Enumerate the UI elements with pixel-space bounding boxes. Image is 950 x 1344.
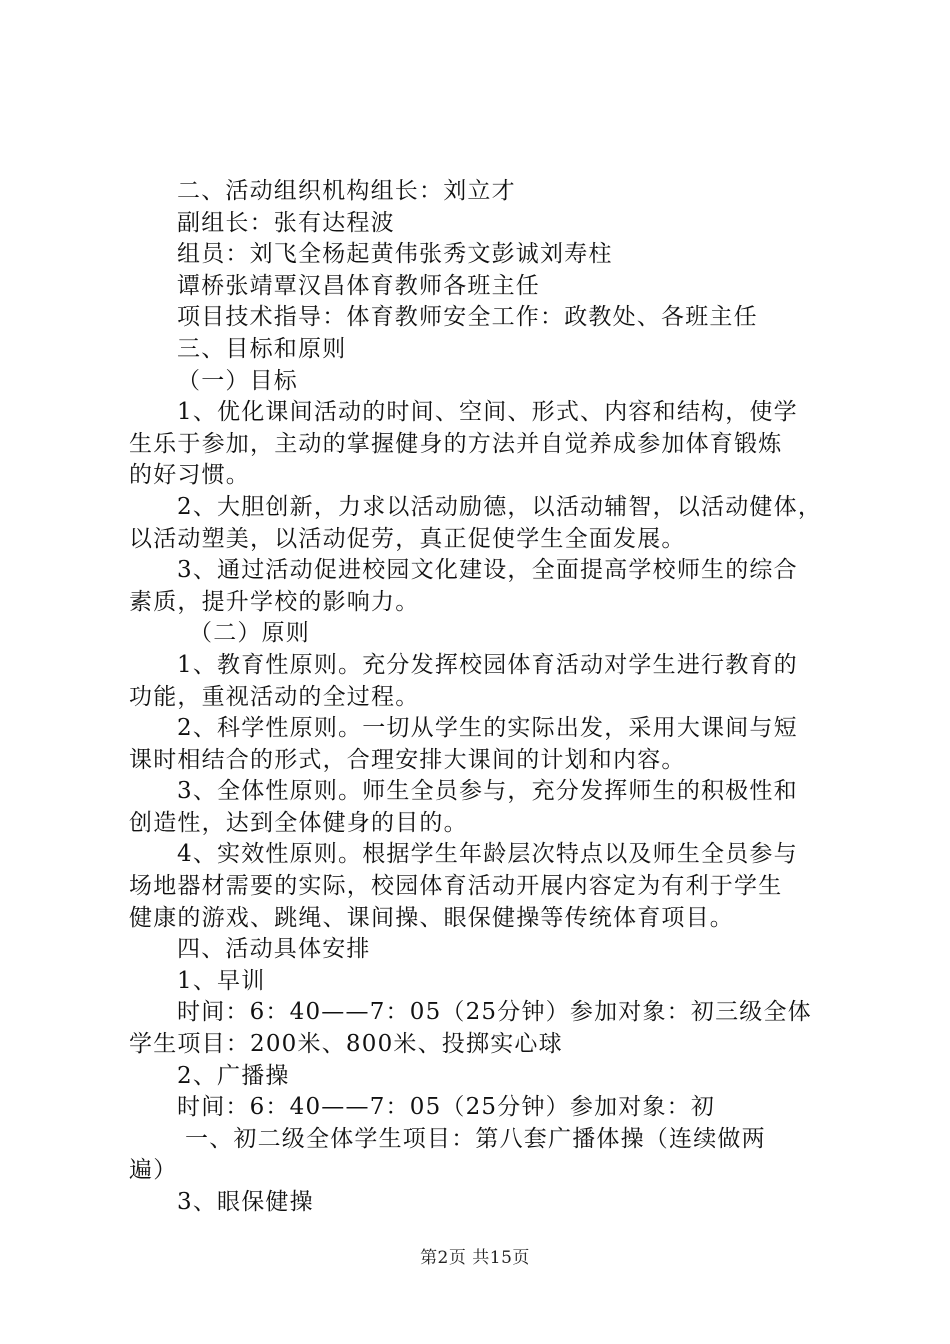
text-line: 谭桥张靖覃汉昌体育教师各班主任 bbox=[177, 272, 540, 299]
text-line: 1、早训 bbox=[177, 967, 266, 994]
text-line: 的好习惯。 bbox=[129, 462, 250, 489]
page-footer: 第2页 共15页 bbox=[420, 1248, 530, 1268]
text-line: 副组长：张有达程波 bbox=[177, 209, 395, 236]
text-line: 项目技术指导：体育教师安全工作：政教处、各班主任 bbox=[177, 304, 758, 331]
text-line: 3、全体性原则。师生全员参与，充分发挥师生的积极性和 bbox=[177, 778, 798, 805]
text-line: 健康的游戏、跳绳、课间操、眼保健操等传统体育项目。 bbox=[129, 904, 734, 931]
text-line: 学生项目：200米、800米、投掷实心球 bbox=[129, 1031, 563, 1058]
text-line: 4、实效性原则。根据学生年龄层次特点以及师生全员参与 bbox=[177, 841, 798, 868]
document-body bbox=[129, 176, 833, 1219]
subsection-heading: （二）原则 bbox=[189, 620, 310, 647]
text-line: 一、初二级全体学生项目：第八套广播体操（连续做两 bbox=[185, 1125, 766, 1152]
text-line: 时间：6：40——7：05（25分钟）参加对象：初三级全体 bbox=[177, 999, 812, 1026]
text-line: 1、教育性原则。充分发挥校园体育活动对学生进行教育的 bbox=[177, 651, 798, 678]
text-line: 课时相结合的形式，合理安排大课间的计划和内容。 bbox=[129, 746, 686, 773]
text-line: 二、活动组织机构组长：刘立才 bbox=[177, 178, 516, 204]
text-line: 2、科学性原则。一切从学生的实际出发，采用大课间与短 bbox=[177, 715, 798, 742]
text-line: 时间：6：40——7：05（25分钟）参加对象：初 bbox=[177, 1094, 716, 1121]
text-line: 功能，重视活动的全过程。 bbox=[129, 683, 420, 710]
text-line: 3、通过活动促进校园文化建设，全面提高学校师生的综合 bbox=[177, 557, 798, 584]
text-line: 以活动塑美，以活动促劳，真正促使学生全面发展。 bbox=[129, 525, 686, 552]
text-line: 遍） bbox=[129, 1157, 178, 1184]
text-line: 生乐于参加，主动的掌握健身的方法并自觉养成参加体育锻炼 bbox=[129, 430, 783, 457]
section-heading: 四、活动具体安排 bbox=[177, 936, 371, 963]
text-line: 2、大胆创新，力求以活动励德，以活动辅智，以活动健体， bbox=[177, 493, 823, 520]
text-line: 2、广播操 bbox=[177, 1062, 290, 1089]
text-line: 3、眼保健操 bbox=[177, 1189, 314, 1215]
section-heading: 三、目标和原则 bbox=[177, 335, 347, 362]
text-line: 素质，提升学校的影响力。 bbox=[129, 588, 420, 615]
text-line: 场地器材需要的实际，校园体育活动开展内容定为有利于学生 bbox=[129, 873, 783, 900]
text-line: 1、优化课间活动的时间、空间、形式、内容和结构，使学 bbox=[177, 399, 798, 426]
text-line: 组员：刘飞全杨起黄伟张秀文彭诚刘寿柱 bbox=[177, 241, 613, 268]
text-line: 创造性，达到全体健身的目的。 bbox=[129, 809, 468, 836]
subsection-heading: （一）目标 bbox=[177, 367, 298, 394]
